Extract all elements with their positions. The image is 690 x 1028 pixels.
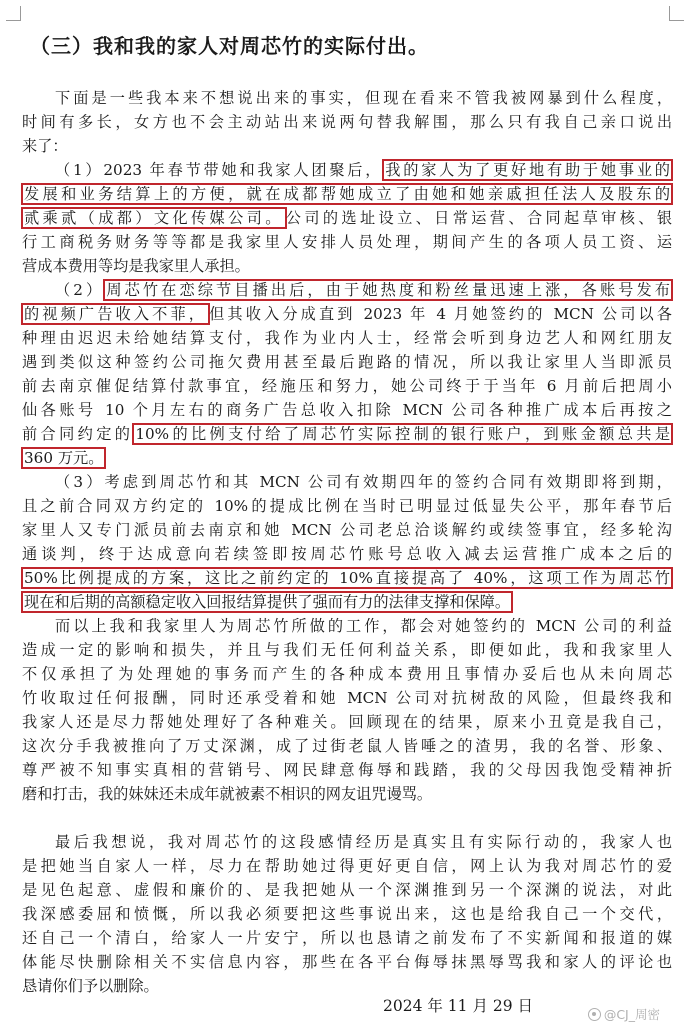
paragraph-line: 是见色起意、虚假和廉价的、是我把她从一个深渊推到另一个深渊的说法，对此 <box>22 881 672 899</box>
item2-line <box>22 302 672 326</box>
paragraph-line: 这次分手我被推向了万丈深渊，成了过街老鼠人皆唾之的渣男，我的名誉、形象、 <box>22 737 672 755</box>
item2-line <box>22 422 672 446</box>
highlight-box: 贰乘贰（成都）文化传媒公司。 <box>21 207 287 229</box>
highlight-box: 周芯竹在恋综节目播出后，由于她热度和粉丝量迅速上涨，各账号发布 <box>103 279 673 301</box>
item2-text: 但其收入分成直到 2023 年 4 月她签约的 MCN 公司以各 <box>209 305 672 323</box>
item1-line <box>55 158 672 182</box>
paragraph-line: 造成一定的影响和损失，并且与我们无任何利益关系，即便如此，我和我家里人 <box>22 641 672 659</box>
item1-line: 行工商税务财务等等都是我家里人安排人员处理，期间产生的各项人员工资、运 <box>22 233 672 251</box>
item3-line <box>22 590 672 614</box>
item1-line <box>22 182 672 206</box>
crop-mark <box>669 6 684 21</box>
paragraph-line: 竹收取过任何报酬，同时还承受着和她 MCN 公司对抗树敌的风险，但最终我和 <box>22 689 672 707</box>
crop-mark <box>6 6 21 21</box>
item3-line: 且之前合同双方约定的 10%的提成比例在当时已明显过低显失公平，那年春节后 <box>22 497 672 515</box>
item2-line <box>55 278 672 302</box>
highlight-box: 360 万元。 <box>21 447 106 469</box>
item2-line: 遇到类似这种签约公司拖欠费用甚至最后跑路的情况，所以我让家里人当即派员 <box>22 353 672 371</box>
paragraph-line: 恳请你们予以删除。 <box>22 977 159 995</box>
highlight-box: 发展和业务结算上的方便，就在成都帮她成立了由她和她亲戚担任法人及股东的 <box>21 183 673 205</box>
highlight-box: 现在和后期的高额稳定收入回报结算提供了强而有力的法律支撑和保障。 <box>21 591 513 613</box>
paragraph-line: 而以上我和我家里人为周芯竹所做的工作，都会对她签约的 MCN 公司的利益 <box>55 617 672 635</box>
item2-text: 前合同约定的 <box>22 425 134 443</box>
highlight-box: 10%的比例支付给了周芯竹实际控制的银行账户，到账金额总共是 <box>132 423 673 445</box>
item3-line <box>22 566 672 590</box>
item2-line: 种理由迟迟未给她结算支付，我作为业内人士，经常会听到身边艺人和网红朋友 <box>22 329 672 347</box>
paragraph-line: 最后我想说，我对周芯竹的这段感情经历是真实且有实际行动的，我家人也 <box>55 833 672 851</box>
intro-line: 下面是一些我本来不想说出来的事实，但现在看来不管我被网暴到什么程度， <box>55 89 672 107</box>
signature-date: 2024 年 11 月 29 日 <box>383 997 534 1015</box>
weibo-icon <box>588 1008 601 1021</box>
paragraph-line: 磨和打击，我的妹妹还未成年就被素不相识的网友诅咒谩骂。 <box>22 785 433 803</box>
section-heading: （三）我和我的家人对周芯竹的实际付出。 <box>30 34 429 58</box>
paragraph-line: 我家人还是尽力帮她处理好了各种难关。回顾现在的结果，原来小丑竟是我自己， <box>22 713 672 731</box>
paragraph-line: 还自己一个清白，给家人一片安宁，所以也恳请之前发布了不实新闻和报道的媒 <box>22 929 672 947</box>
highlight-box: 的视频广告收入不菲， <box>21 303 210 325</box>
intro-line: 时间有多长，女方也不会主动站出来说两句替我解围，那么只有我自己亲口说出 <box>22 113 672 131</box>
watermark-text: @CJ_周密 <box>603 1007 660 1022</box>
item1-line: 营成本费用等均是我家里人承担。 <box>22 257 250 275</box>
intro-line: 来了： <box>22 137 68 155</box>
weibo-watermark <box>588 1005 660 1023</box>
item3-line: 家里人又专门派员前去南京和她 MCN 公司老总洽谈解约或续签事宜，经多轮沟 <box>22 521 672 539</box>
item2-text: （2） <box>55 281 105 299</box>
highlight-box: 50%比例提成的方案，这比之前约定的 10%直接提高了 40%，这项工作为周芯竹 <box>21 567 673 589</box>
paragraph-line: 体能尽快删除相关不实信息内容，那些在各平台侮辱抹黑辱骂我和家人的评论也 <box>22 953 672 971</box>
paragraph-line: 我深感委屈和愤慨，所以我必须要把这些事说出来，这也是给我自己一个交代， <box>22 905 672 923</box>
item2-line: 前去南京催促结算付款事宜，经施压和努力，她公司终于于当年 6 月前后把周小 <box>22 377 672 395</box>
paragraph-line: 是把她当自家人一样，尽力在帮助她过得更好更自信，网上认为我对周芯竹的爱 <box>22 857 672 875</box>
item2-line <box>22 446 672 470</box>
item2-line: 仙各账号 10 个月左右的商务广告总收入扣除 MCN 公司各种推广成本后再按之 <box>22 401 672 419</box>
paragraph-line: 不仅承担了为处理她的事务而产生的各种成本费用且事情办妥后也从未向周芯 <box>22 665 672 683</box>
item1-line <box>22 206 672 230</box>
paragraph-line: 尊严被不知事实真相的营销号、网民肆意侮辱和践踏，我的父母因我饱受精神折 <box>22 761 672 779</box>
highlight-box: 我的家人为了更好地有助于她事业的 <box>382 159 673 181</box>
item3-line: （3）考虑到周芯竹和其 MCN 公司有效期四年的签约合同有效期即将到期， <box>55 473 672 491</box>
item1-text: 公司的选址设立、日常运营、合同起草审核、银 <box>285 209 673 227</box>
item3-line: 通谈判，终于达成意向若续签即按周芯竹账号总收入减去运营推广成本之后的 <box>22 545 672 563</box>
item1-text: （1）2023 年春节带她和我家人团聚后， <box>55 161 384 179</box>
